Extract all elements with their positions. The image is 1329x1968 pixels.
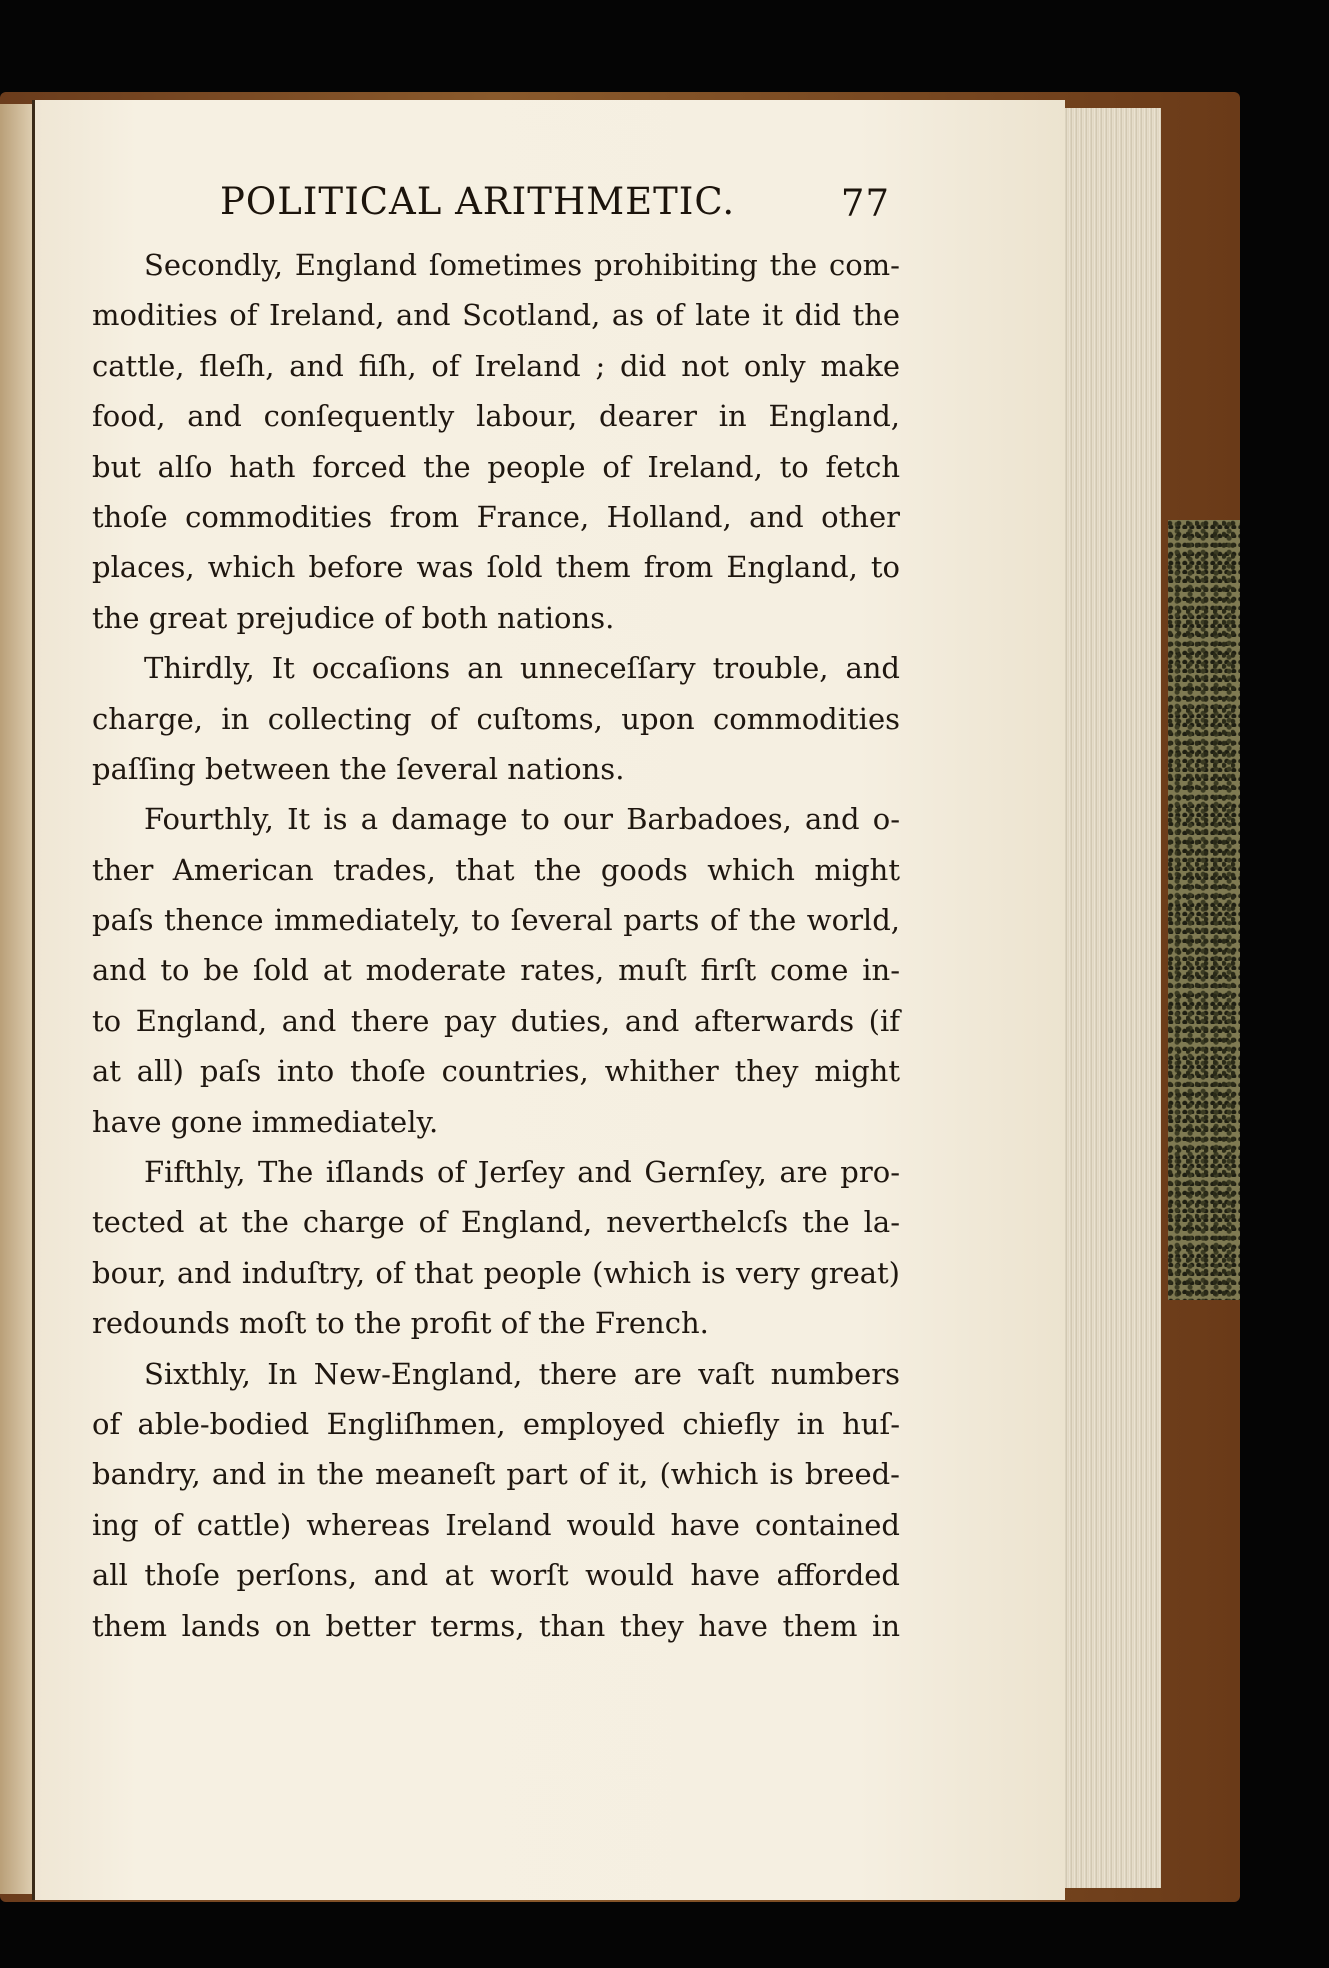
page-body	[92, 240, 900, 1651]
text-line: and to be ſold at moderate rates, muſt firſt come in-	[92, 953, 900, 988]
page-edges	[1052, 108, 1161, 1888]
text-line: Thirdly, It occaſions an unneceſſary trouble, and	[144, 651, 900, 686]
marbled-cover-edge	[1168, 520, 1240, 1300]
text-line: but alſo hath forced the people of Ireland, to fetch	[92, 449, 900, 484]
paragraph	[92, 240, 900, 643]
text-line: food, and conſequently labour, dearer in England,	[92, 399, 900, 434]
text-line: have gone immediately.	[92, 1104, 439, 1139]
text-line: paſs thence immediately, to ſeveral parts of the world,	[92, 903, 900, 938]
paragraph	[92, 643, 900, 794]
paragraph	[92, 1349, 900, 1651]
text-line: Sixthly, In New-England, there are vaſt numbers	[144, 1356, 900, 1391]
running-title: POLITICAL ARITHMETIC.	[220, 180, 736, 223]
text-line: places, which before was ſold them from England, to	[92, 550, 900, 585]
text-line: of able-bodied Engliſhmen, employed chiefly in huſ-	[92, 1406, 900, 1441]
text-line: all thoſe perſons, and at worſt would have afforded	[92, 1558, 900, 1593]
text-line: Secondly, England ſometimes prohibiting the com-	[144, 248, 900, 282]
text-line: bandry, and in the meaneſt part of it, (which is breed-	[92, 1457, 900, 1492]
text-line: bour, and induſtry, of that people (which is very great)	[92, 1255, 900, 1290]
text-line: ing of cattle) whereas Ireland would have contained	[92, 1507, 900, 1542]
text-line: at all) paſs into thoſe countries, whither they might	[92, 1054, 900, 1089]
paragraph	[92, 1147, 900, 1349]
text-line: the great prejudice of both nations.	[92, 600, 615, 635]
text-line: paſſing between the ſeveral nations.	[92, 751, 625, 786]
text-line: Fourthly, It is a damage to our Barbadoes, and o-	[144, 802, 900, 837]
text-line: redounds moſt to the profit of the French.	[92, 1306, 709, 1341]
page-number: 77	[840, 182, 890, 225]
text-line: to England, and there pay duties, and afterwards (if	[92, 1003, 900, 1038]
running-header	[220, 180, 890, 240]
text-line: cattle, fleſh, and fiſh, of Ireland ; did not only make	[92, 348, 900, 383]
paragraph	[92, 794, 900, 1147]
text-line: ther American trades, that the goods which might	[92, 852, 900, 887]
text-line: modities of Ireland, and Scotland, as of late it did the	[92, 298, 900, 333]
text-line: thoſe commodities from France, Holland, and other	[92, 499, 900, 534]
text-line: charge, in collecting of cuſtoms, upon commodities	[92, 701, 900, 736]
text-line: them lands on better terms, than they have them in	[92, 1608, 900, 1643]
text-line: Fifthly, The iſlands of Jerſey and Gernſey, are pro-	[144, 1155, 900, 1190]
text-line: tected at the charge of England, neverthelcſs the la-	[92, 1205, 900, 1240]
